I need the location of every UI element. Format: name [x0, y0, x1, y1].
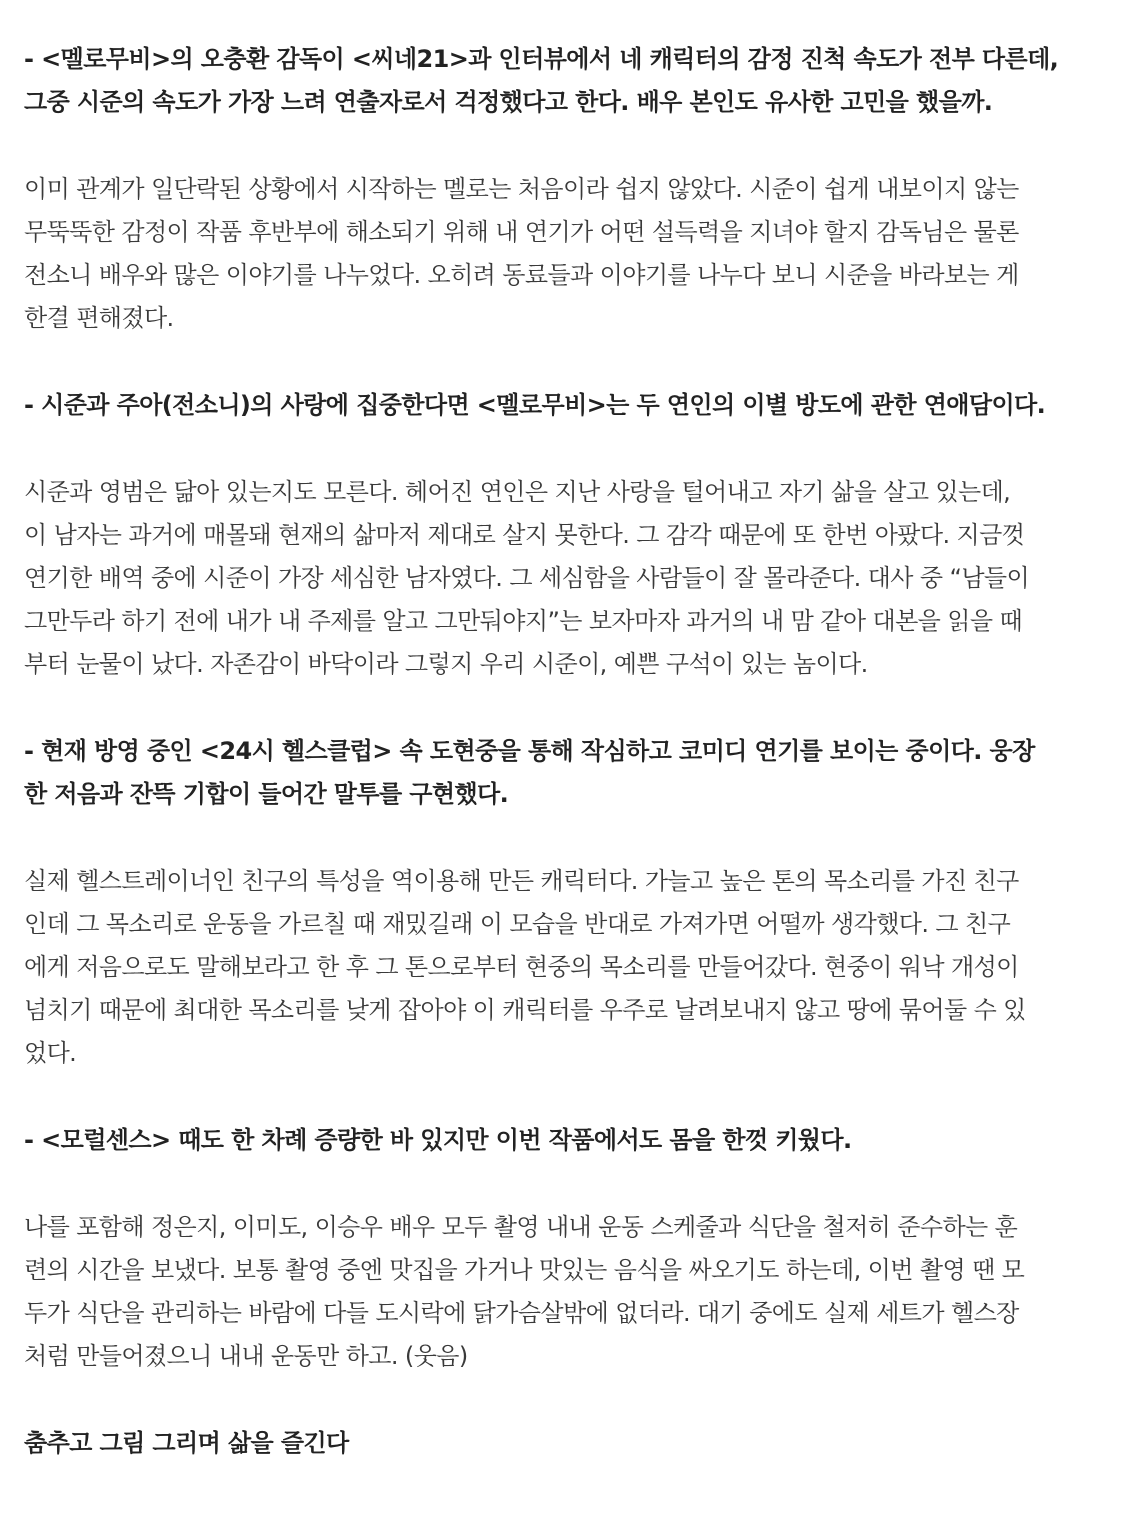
interview-answer: [24, 471, 1101, 686]
text-line: 한 저음과 잔뜩 기합이 들어간 말투를 구현했다.: [24, 780, 509, 808]
text-line: 무뚝뚝한 감정이 작품 후반부에 해소되기 위해 내 연기가 어떤 설득력을 지녀야 할지 감독님은 물론: [24, 218, 1019, 246]
text-line: 넘치기 때문에 최대한 목소리를 낮게 잡아야 이 캐릭터를 우주로 날려보내지 않고 땅에 묶어둘 수 있: [24, 996, 1026, 1024]
text-line: 이미 관계가 일단락된 상황에서 시작하는 멜로는 처음이라 쉽지 않았다. 시준이 쉽게 내보이지 않는: [24, 175, 1019, 203]
text-line: 춤추고 그림 그리며 삶을 즐긴다: [24, 1429, 349, 1457]
text-line: 그중 시준의 속도가 가장 느려 연출자로서 걱정했다고 한다. 배우 본인도 유사한 고민을 했을까.: [24, 88, 993, 116]
text-line: 부터 눈물이 났다. 자존감이 바닥이라 그렇지 우리 시준이, 예쁜 구석이 있는 놈이다.: [24, 650, 868, 678]
text-line: - <모럴센스> 때도 한 차례 증량한 바 있지만 이번 작품에서도 몸을 한껏 키웠다.: [24, 1126, 852, 1154]
interview-answer: [24, 168, 1101, 340]
text-line: 두가 식단을 관리하는 바람에 다들 도시락에 닭가슴살밖에 없더라. 대기 중에도 실제 세트가 헬스장: [24, 1299, 1019, 1327]
text-line: 한결 편해졌다.: [24, 304, 174, 332]
section-subheading: [24, 1422, 1101, 1465]
text-line: - 시준과 주아(전소니)의 사랑에 집중한다면 <멜로무비>는 두 연인의 이별 방도에 관한 연애담이다.: [24, 391, 1046, 419]
text-line: 전소니 배우와 많은 이야기를 나누었다. 오히려 동료들과 이야기를 나누다 보니 시준을 바라보는 게: [24, 261, 1019, 289]
text-line: 그만두라 하기 전에 내가 내 주제를 알고 그만둬야지”는 보자마자 과거의 내 맘 같아 대본을 읽을 때: [24, 607, 1023, 635]
interview-answer: [24, 1206, 1101, 1378]
text-line: 었다.: [24, 1039, 77, 1067]
interview-question: [24, 730, 1101, 816]
text-line: 련의 시간을 보냈다. 보통 촬영 중엔 맛집을 가거나 맛있는 음식을 싸오기도 하는데, 이번 촬영 땐 모: [24, 1256, 1025, 1284]
text-line: 인데 그 목소리로 운동을 가르칠 때 재밌길래 이 모습을 반대로 가져가면 어떨까 생각했다. 그 친구: [24, 910, 1011, 938]
text-line: 에게 저음으로도 말해보라고 한 후 그 톤으로부터 현중의 목소리를 만들어갔다. 현중이 워낙 개성이: [24, 953, 1019, 981]
interview-answer: [24, 860, 1101, 1075]
text-line: 시준과 영범은 닮아 있는지도 모른다. 헤어진 연인은 지난 사랑을 털어내고 자기 삶을 살고 있는데,: [24, 478, 1011, 506]
text-line: - 현재 방영 중인 <24시 헬스클럽> 속 도현중을 통해 작심하고 코미디 연기를 보이는 중이다. 웅장: [24, 737, 1035, 765]
text-line: 연기한 배역 중에 시준이 가장 세심한 남자였다. 그 세심함을 사람들이 잘 몰라준다. 대사 중 “남들이: [24, 564, 1030, 592]
text-line: - <멜로무비>의 오충환 감독이 <씨네21>과 인터뷰에서 네 캐릭터의 감정 진척 속도가 전부 다른데,: [24, 45, 1059, 73]
interview-question: [24, 384, 1101, 427]
interview-question: [24, 38, 1101, 124]
text-line: 실제 헬스트레이너인 친구의 특성을 역이용해 만든 캐릭터다. 가늘고 높은 톤의 목소리를 가진 친구: [24, 867, 1019, 895]
text-line: 이 남자는 과거에 매몰돼 현재의 삶마저 제대로 살지 못한다. 그 감각 때문에 또 한번 아팠다. 지금껏: [24, 521, 1025, 549]
text-line: 나를 포함해 정은지, 이미도, 이승우 배우 모두 촬영 내내 운동 스케줄과 식단을 철저히 준수하는 훈: [24, 1213, 1018, 1241]
text-line: 처럼 만들어졌으니 내내 운동만 하고. (웃음): [24, 1342, 468, 1370]
interview-question: [24, 1119, 1101, 1162]
